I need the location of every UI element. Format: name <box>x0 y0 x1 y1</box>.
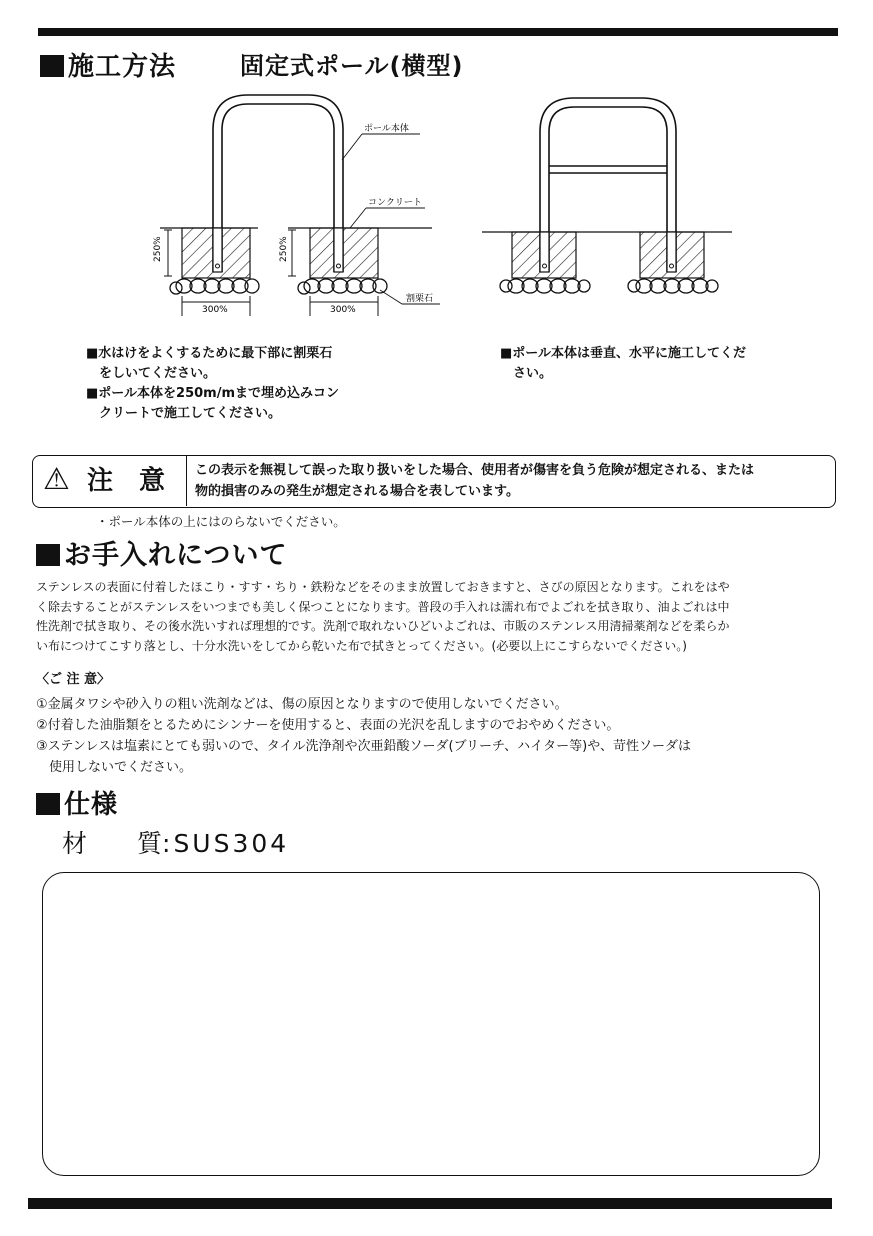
blank-area-box <box>42 872 820 1176</box>
note-line: をしいてください。 <box>86 366 217 381</box>
caution-label: 注 意 <box>87 466 166 496</box>
note-line: クリートで施工してください。 <box>86 406 282 421</box>
material-label: 材 質 <box>62 829 163 858</box>
pole-body-label: ポール本体 <box>364 124 409 134</box>
page-subtitle: 固定式ポール(横型) <box>240 52 464 80</box>
material-row <box>62 828 289 860</box>
heading-square-icon <box>40 55 64 77</box>
heading-square-icon <box>36 544 60 566</box>
care-paragraph-line: い布につけてこすり落とし、十分水洗いをしてから乾いた布で拭きとってください。(必要以上にこすらないでください。) <box>36 638 687 653</box>
bottom-rule <box>28 1198 832 1209</box>
caution-text-line: 物的損害のみの発生が想定される場合を表しています。 <box>195 484 519 499</box>
note-line: さい。 <box>500 366 553 381</box>
installation-diagram-right <box>480 90 740 310</box>
care-paragraph-line: 性洗剤で拭き取り、その後水洗いすれば理想的です。洗剤で取れないひどいよごれは、市販のステンレス用清掃薬剤などを柔らか <box>36 619 730 633</box>
installation-diagram-left <box>140 90 450 330</box>
concrete-block <box>310 228 378 278</box>
care-paragraph-line: ステンレスの表面に付着したほこり・すす・ちり・鉄粉などをそのまま放置しておきますと、さびの原因となります。これをはや <box>36 580 730 594</box>
concrete-label: コンクリート <box>368 198 422 208</box>
note-line: ■水はけをよくするために最下部に割栗石 <box>86 346 333 361</box>
care-list-item: ①金属タワシや砂入りの粗い洗剤などは、傷の原因となりますので使用しないでください。 <box>36 697 568 712</box>
width-label-left: 300% <box>202 305 228 315</box>
care-subtitle: 〈ご 注 意〉 <box>36 672 111 687</box>
caution-text-line: この表示を無視して誤った取り扱いをした場合、使用者が傷害を負う危険が想定される、または <box>195 463 755 478</box>
material-value: :SUS304 <box>162 829 290 858</box>
care-list <box>36 694 691 778</box>
top-rule <box>38 28 838 36</box>
stone-layer <box>500 279 718 293</box>
depth-label-right: 250% <box>279 236 289 262</box>
construction-method-heading: 施工方法 <box>40 54 176 80</box>
care-paragraph <box>36 578 730 656</box>
depth-label-left: 250% <box>153 236 163 262</box>
note-line: ■ポール本体は垂直、水平に施工してくだ <box>500 346 747 361</box>
caution-text <box>195 460 754 502</box>
stone-layer <box>170 279 387 294</box>
caution-label-cell <box>33 456 187 506</box>
care-heading: お手入れについて <box>36 542 287 569</box>
caution-bullet: ・ポール本体の上にはのらないでください。 <box>96 514 346 529</box>
spec-heading: 仕様 <box>36 792 118 818</box>
care-paragraph-line: く除去することがステンレスをいつまでも美しく保つことになります。普段の手入れは濡れ布でよごれを拭き取り、油よごれは中 <box>36 599 730 614</box>
notes-right <box>500 344 746 384</box>
care-list-item: 使用しないでください。 <box>36 760 193 775</box>
care-list-item: ③ステンレスは塩素にとても弱いので、タイル洗浄剤や次亜鉛酸ソーダ(ブリーチ、ハイター等)や、苛性ソーダは <box>36 739 691 754</box>
caution-box <box>32 455 836 508</box>
warning-triangle-icon: ⚠ <box>43 462 70 497</box>
care-list-item: ②付着した油脂類をとるためにシンナーを使用すると、表面の光沢を乱しますのでおやめください。 <box>36 718 620 733</box>
heading-square-icon <box>36 793 60 815</box>
width-label-right: 300% <box>330 305 356 315</box>
stone-label: 割栗石 <box>406 294 434 304</box>
notes-left <box>86 344 339 424</box>
note-line: ■ポール本体を250m/mまで埋め込みコン <box>86 386 339 401</box>
